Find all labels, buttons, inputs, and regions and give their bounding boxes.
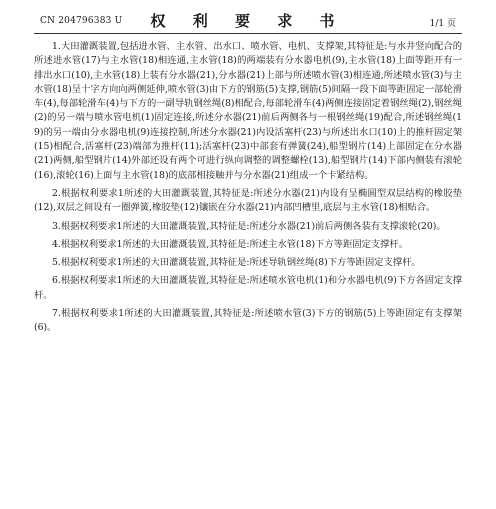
claims-body — [34, 40, 462, 502]
page-number: 1/1 页 — [429, 19, 456, 29]
claim-7: 7.根据权利要求1所述的大田灌溉装置,其特征是:所述喷水管(3)下方的钢筋(5)上等距固定有支撑架(6)。 — [34, 308, 462, 334]
claim-6: 6.根据权利要求1所述的大田灌溉装置,其特征是:所述喷水管电机(1)和分水器电机(9)下方各固定支撑杆。 — [34, 275, 462, 301]
claim-1: 1.大田灌溉装置,包括进水管、主水管、出水口、喷水管、电机、支撑架,其特征是:与水井竖向配合的所述进水管(17)与主水管(18)相连通,主水管(18)的两端装有分水器电机(9),主水管(18)上面等距开有一排出水口(10),主水管(18)上装有分水器(21),分水器(21)上部与所述喷水管(3)相连通,所述喷水管(3)与主水管(18)呈十字方向向两侧延伸,喷水管(3)由下方的钢筋(5)支撑,钢筋(5)间隔一段下面等距固定一部轮滑车(4),每部轮滑车(4)与下方的一副导轨钢丝绳(8)相配合,每部轮滑车(4)两侧连接固定着钢丝绳(2),钢丝绳(2)的另一端与喷水管电机(1)固定连接,所述分水器(21)前后两侧各与一根钢丝绳(19)配合,所述钢丝绳(19)的另一端由分水器电机(9)连接控制,所述分水器(21)内设活塞杆(23)与所述出水口(10)上的推杆固定架(15)相配合,活塞杆(23)端部为推杆(11);活塞杆(23)中部套有弹簧(24),船型钢片(14)上部固定在分水器(21)两侧,船型钢片(14)外部还设有两个可进行纵向调整的调整螺栓(13),船型钢片(14)下部内侧装有滚轮(16),滚轮(16)上面与主水管(18)的底部相接触并与分水器(21)组成一个卡紧结构。 — [34, 41, 462, 181]
document-number: CN 204796383 U — [40, 16, 123, 26]
claim-5: 5.根据权利要求1所述的大田灌溉装置,其特征是:所述导轨钢丝绳(8)下方等距固定支撑杆。 — [52, 257, 421, 269]
document-title: 权 利 要 求 书 — [150, 12, 346, 30]
claim-2: 2.根据权利要求1所述的大田灌溉装置,其特征是:所述分水器(21)内设有呈椭圆型双层结构的橡胶垫(12),双层之间设有一圈弹簧,橡胶垫(12)镶嵌在分水器(21)内部凹槽里,底层与主水管(18)相贴合。 — [34, 187, 462, 214]
page-header — [0, 0, 496, 38]
claim-3: 3.根据权利要求1所述的大田灌溉装置,其特征是:所述分水器(21)前后两侧各装有支撑滚轮(20)。 — [52, 220, 446, 232]
claim-4: 4.根据权利要求1所述的大田灌溉装置,其特征是:所述主水管(18)下方等距固定支撑杆。 — [52, 238, 409, 250]
header-rule — [34, 33, 462, 34]
